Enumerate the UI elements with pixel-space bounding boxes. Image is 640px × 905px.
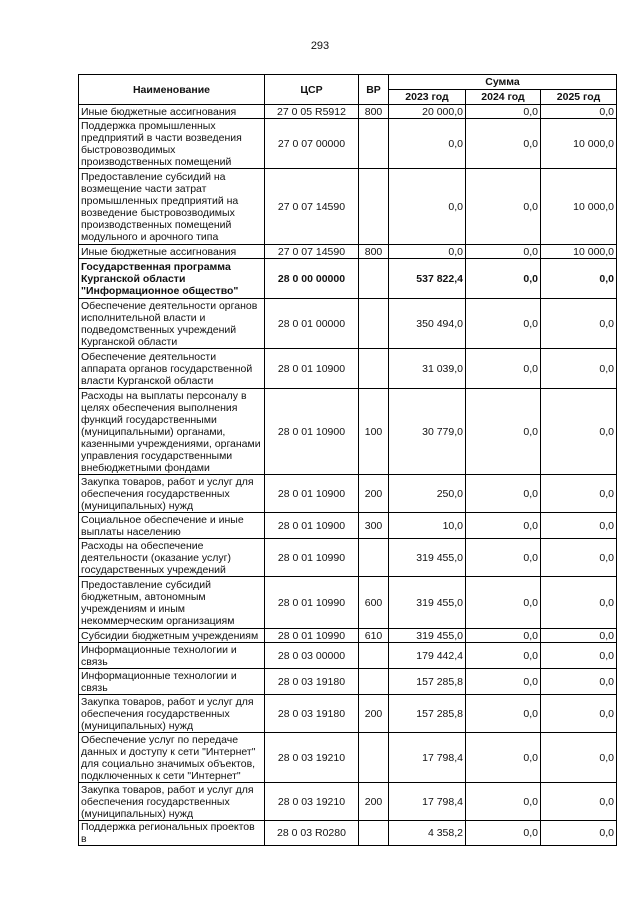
- table-row: [79, 259, 617, 299]
- row-sum-2025: 0,0: [541, 389, 617, 475]
- header-name: Наименование: [79, 75, 265, 105]
- row-sum-2025: 0,0: [541, 475, 617, 513]
- row-sum-2025: 0,0: [541, 577, 617, 629]
- row-name: Информационные технологии и связь: [79, 643, 265, 669]
- row-sum-2025: 0,0: [541, 349, 617, 389]
- row-sum-2024: 0,0: [466, 259, 541, 299]
- row-sum-2025: 0,0: [541, 513, 617, 539]
- row-sum-2024: 0,0: [466, 245, 541, 259]
- row-sum-2025: 0,0: [541, 643, 617, 669]
- row-name: Предоставление субсидий бюджетным, автономным учреждениям и иным некоммерческим организациям: [79, 577, 265, 629]
- row-sum-2025: 0,0: [541, 539, 617, 577]
- row-sum-2025: 0,0: [541, 299, 617, 349]
- row-sum-2023: 0,0: [389, 245, 466, 259]
- row-sum-2024: 0,0: [466, 733, 541, 783]
- row-name: Расходы на выплаты персоналу в целях обеспечения выполнения функций государственными (муниципальными) органами, казенными учреждениями, органами управления государственными внебюджетными фондами: [79, 389, 265, 475]
- row-csr: 28 0 01 10990: [265, 539, 359, 577]
- table-row: [79, 119, 617, 169]
- row-sum-2025: 0,0: [541, 695, 617, 733]
- row-sum-2023: 30 779,0: [389, 389, 466, 475]
- row-sum-2023: 17 798,4: [389, 783, 466, 821]
- row-vr: 800: [359, 245, 389, 259]
- row-csr: 28 0 01 10990: [265, 629, 359, 643]
- page-number: 293: [310, 40, 330, 52]
- row-sum-2024: 0,0: [466, 643, 541, 669]
- table-row: [79, 105, 617, 119]
- row-sum-2023: 31 039,0: [389, 349, 466, 389]
- row-vr: [359, 169, 389, 245]
- row-sum-2023: 157 285,8: [389, 669, 466, 695]
- row-csr: 27 0 07 00000: [265, 119, 359, 169]
- row-vr: 800: [359, 105, 389, 119]
- row-sum-2024: 0,0: [466, 349, 541, 389]
- row-sum-2023: 157 285,8: [389, 695, 466, 733]
- row-sum-2024: 0,0: [466, 577, 541, 629]
- table-row: [79, 669, 617, 695]
- row-csr: 28 0 01 10900: [265, 475, 359, 513]
- row-csr: 28 0 01 00000: [265, 299, 359, 349]
- table-row: [79, 245, 617, 259]
- row-sum-2024: 0,0: [466, 513, 541, 539]
- row-vr: [359, 643, 389, 669]
- row-name: Расходы на обеспечение деятельности (оказание услуг) государственных учреждений: [79, 539, 265, 577]
- row-sum-2023: 250,0: [389, 475, 466, 513]
- row-sum-2024: 0,0: [466, 105, 541, 119]
- row-name: Поддержка промышленных предприятий в части возведения быстровозводимых производственных помещений: [79, 119, 265, 169]
- row-name: Обеспечение деятельности органов исполнительной власти и подведомственных учреждений Курганской области: [79, 299, 265, 349]
- row-sum-2025: 0,0: [541, 821, 617, 846]
- row-csr: 28 0 01 10900: [265, 513, 359, 539]
- row-name: Обеспечение деятельности аппарата органов государственной власти Курганской области: [79, 349, 265, 389]
- row-sum-2025: 10 000,0: [541, 245, 617, 259]
- row-vr: [359, 299, 389, 349]
- header-csr: ЦСР: [265, 75, 359, 105]
- row-sum-2024: 0,0: [466, 539, 541, 577]
- row-sum-2025: 0,0: [541, 259, 617, 299]
- table-row: [79, 389, 617, 475]
- row-sum-2024: 0,0: [466, 119, 541, 169]
- row-sum-2025: 10 000,0: [541, 119, 617, 169]
- row-sum-2023: 0,0: [389, 169, 466, 245]
- row-vr: 200: [359, 783, 389, 821]
- row-name: Информационные технологии и связь: [79, 669, 265, 695]
- row-sum-2023: 319 455,0: [389, 539, 466, 577]
- table-row: [79, 821, 617, 846]
- row-sum-2023: 350 494,0: [389, 299, 466, 349]
- row-sum-2024: 0,0: [466, 389, 541, 475]
- row-sum-2024: 0,0: [466, 783, 541, 821]
- row-vr: 600: [359, 577, 389, 629]
- table-row: [79, 349, 617, 389]
- table-row: [79, 695, 617, 733]
- row-vr: [359, 733, 389, 783]
- row-csr: 27 0 05 R5912: [265, 105, 359, 119]
- row-vr: [359, 821, 389, 846]
- row-name: Субсидии бюджетным учреждениям: [79, 629, 265, 643]
- table-row: [79, 475, 617, 513]
- row-csr: 28 0 03 00000: [265, 643, 359, 669]
- row-sum-2024: 0,0: [466, 629, 541, 643]
- header-sum: Сумма: [389, 75, 617, 90]
- table-row: [79, 539, 617, 577]
- table-row: [79, 643, 617, 669]
- row-csr: 28 0 00 00000: [265, 259, 359, 299]
- row-sum-2024: 0,0: [466, 299, 541, 349]
- table-row: [79, 629, 617, 643]
- row-vr: [359, 349, 389, 389]
- header-year-2025: 2025 год: [541, 90, 617, 105]
- row-sum-2024: 0,0: [466, 169, 541, 245]
- row-sum-2023: 537 822,4: [389, 259, 466, 299]
- row-sum-2023: 319 455,0: [389, 629, 466, 643]
- row-csr: 28 0 03 19210: [265, 783, 359, 821]
- row-name: Закупка товаров, работ и услуг для обеспечения государственных (муниципальных) нужд: [79, 783, 265, 821]
- row-sum-2025: 0,0: [541, 669, 617, 695]
- row-csr: 28 0 01 10990: [265, 577, 359, 629]
- row-csr: 27 0 07 14590: [265, 245, 359, 259]
- row-sum-2025: 0,0: [541, 105, 617, 119]
- row-csr: 28 0 03 19180: [265, 669, 359, 695]
- table-body: [79, 105, 617, 846]
- row-vr: 300: [359, 513, 389, 539]
- row-vr: [359, 119, 389, 169]
- row-sum-2025: 0,0: [541, 733, 617, 783]
- row-name: Закупка товаров, работ и услуг для обеспечения государственных (муниципальных) нужд: [79, 695, 265, 733]
- row-name: Закупка товаров, работ и услуг для обеспечения государственных (муниципальных) нужд: [79, 475, 265, 513]
- row-name: Предоставление субсидий на возмещение части затрат промышленных предприятий на возведение быстровозводимых производственных помещений модульного и арочного типа: [79, 169, 265, 245]
- row-sum-2023: 17 798,4: [389, 733, 466, 783]
- row-name: Государственная программа Курганской области "Информационное общество": [79, 259, 265, 299]
- row-name: Поддержка региональных проектов в: [79, 821, 265, 846]
- row-vr: [359, 669, 389, 695]
- row-sum-2024: 0,0: [466, 475, 541, 513]
- row-sum-2024: 0,0: [466, 695, 541, 733]
- table-row: [79, 299, 617, 349]
- table-row: [79, 169, 617, 245]
- header-vr: ВР: [359, 75, 389, 105]
- header-year-2024: 2024 год: [466, 90, 541, 105]
- row-sum-2023: 10,0: [389, 513, 466, 539]
- row-sum-2023: 4 358,2: [389, 821, 466, 846]
- row-name: Иные бюджетные ассигнования: [79, 105, 265, 119]
- row-sum-2025: 0,0: [541, 783, 617, 821]
- row-sum-2025: 0,0: [541, 629, 617, 643]
- table-row: [79, 577, 617, 629]
- row-csr: 28 0 01 10900: [265, 349, 359, 389]
- row-vr: 100: [359, 389, 389, 475]
- row-vr: 200: [359, 475, 389, 513]
- table-row: [79, 783, 617, 821]
- row-vr: 200: [359, 695, 389, 733]
- table-row: [79, 733, 617, 783]
- budget-table: [78, 74, 617, 846]
- row-name: Иные бюджетные ассигнования: [79, 245, 265, 259]
- row-sum-2023: 20 000,0: [389, 105, 466, 119]
- header-year-2023: 2023 год: [389, 90, 466, 105]
- row-sum-2023: 319 455,0: [389, 577, 466, 629]
- row-csr: 27 0 07 14590: [265, 169, 359, 245]
- row-sum-2024: 0,0: [466, 669, 541, 695]
- row-vr: [359, 259, 389, 299]
- row-csr: 28 0 03 19180: [265, 695, 359, 733]
- row-csr: 28 0 01 10900: [265, 389, 359, 475]
- row-sum-2023: 179 442,4: [389, 643, 466, 669]
- row-vr: 610: [359, 629, 389, 643]
- row-sum-2025: 10 000,0: [541, 169, 617, 245]
- row-name: Обеспечение услуг по передаче данных и доступу к сети "Интернет" для социально значимых объектов, подключенных к сети "Интернет": [79, 733, 265, 783]
- row-vr: [359, 539, 389, 577]
- row-sum-2023: 0,0: [389, 119, 466, 169]
- row-name: Социальное обеспечение и иные выплаты населению: [79, 513, 265, 539]
- row-sum-2024: 0,0: [466, 821, 541, 846]
- row-csr: 28 0 03 R0280: [265, 821, 359, 846]
- table-row: [79, 513, 617, 539]
- row-csr: 28 0 03 19210: [265, 733, 359, 783]
